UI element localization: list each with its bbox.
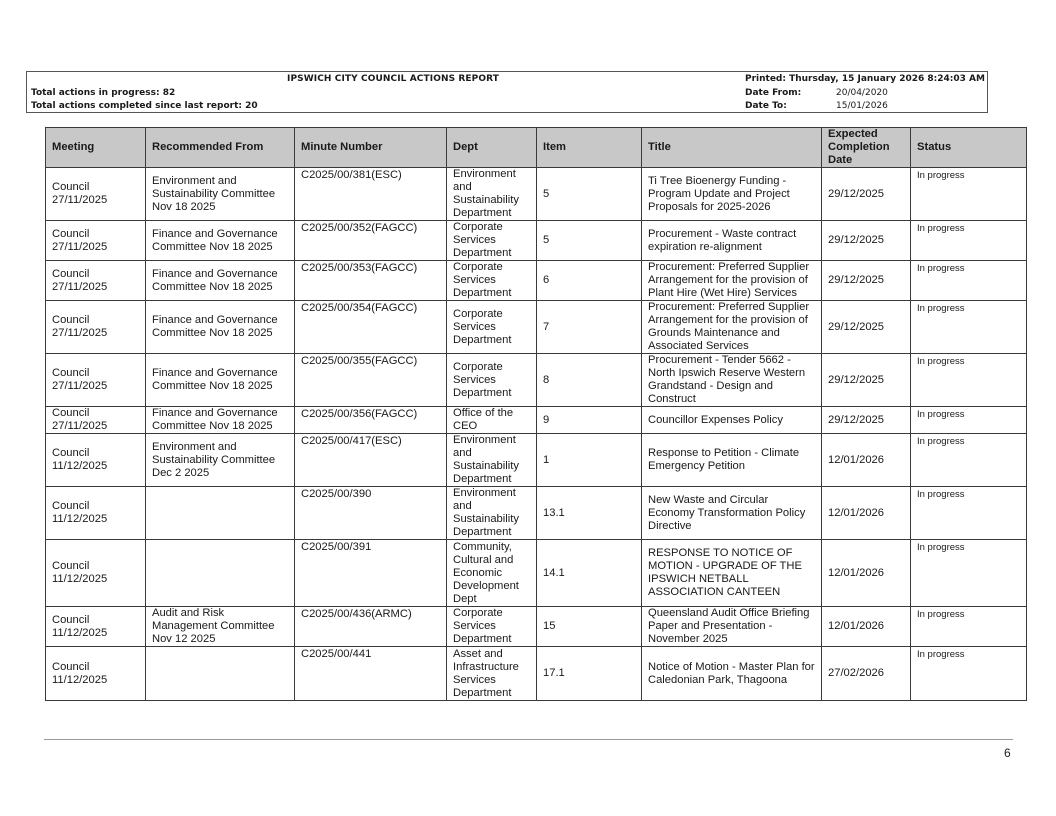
col-header-item: Item [537,128,642,168]
cell-dept: Corporate Services Department [447,261,537,301]
cell-item: 17.1 [537,647,642,701]
cell-status: In progress [911,407,1027,434]
report-header-box [26,71,988,113]
cell-minute-number: C2025/00/381(ESC) [295,168,447,221]
cell-meeting: Council 27/11/2025 [46,354,146,407]
cell-minute-number: C2025/00/354(FAGCC) [295,301,447,354]
total-in-progress: Total actions in progress: 82 [31,88,176,98]
cell-status: In progress [911,354,1027,407]
cell-expected-date: 29/12/2025 [822,407,911,434]
cell-minute-number: C2025/00/355(FAGCC) [295,354,447,407]
cell-meeting: Council 11/12/2025 [46,647,146,701]
cell-dept: Corporate Services Department [447,221,537,261]
col-header-title: Title [642,128,822,168]
cell-meeting: Council 27/11/2025 [46,301,146,354]
cell-title: New Waste and Circular Economy Transformation Policy Directive [642,487,822,540]
table-row [46,168,1027,221]
cell-title: Notice of Motion - Master Plan for Caledonian Park, Thagoona [642,647,822,701]
cell-recommended-from [146,540,295,607]
table-row [46,487,1027,540]
cell-minute-number: C2025/00/356(FAGCC) [295,407,447,434]
cell-item: 1 [537,434,642,487]
cell-recommended-from: Finance and Governance Committee Nov 18 2025 [146,407,295,434]
cell-title: Procurement: Preferred Supplier Arrangement for the provision of Plant Hire (Wet Hire) Services [642,261,822,301]
cell-dept: Asset and Infrastructure Services Department [447,647,537,701]
cell-expected-date: 12/01/2026 [822,434,911,487]
cell-title: Procurement - Tender 5662 - North Ipswich Reserve Western Grandstand - Design and Construct [642,354,822,407]
cell-dept: Corporate Services Department [447,301,537,354]
cell-item: 14.1 [537,540,642,607]
cell-status: In progress [911,221,1027,261]
cell-dept: Corporate Services Department [447,354,537,407]
cell-minute-number: C2025/00/417(ESC) [295,434,447,487]
date-from-label: Date From: [745,88,802,98]
cell-expected-date: 29/12/2025 [822,168,911,221]
table-row [46,434,1027,487]
cell-status: In progress [911,168,1027,221]
table-row [46,221,1027,261]
cell-minute-number: C2025/00/391 [295,540,447,607]
cell-item: 7 [537,301,642,354]
cell-dept: Office of the CEO [447,407,537,434]
col-header-minute-number: Minute Number [295,128,447,168]
date-to-value: 15/01/2026 [836,101,888,111]
cell-status: In progress [911,540,1027,607]
cell-minute-number: C2025/00/441 [295,647,447,701]
cell-recommended-from [146,647,295,701]
cell-meeting: Council 27/11/2025 [46,168,146,221]
cell-meeting: Council 27/11/2025 [46,221,146,261]
cell-expected-date: 27/02/2026 [822,647,911,701]
cell-title: Response to Petition - Climate Emergency Petition [642,434,822,487]
table-header-row [46,128,1027,168]
cell-item: 9 [537,407,642,434]
cell-item: 8 [537,354,642,407]
table-row [46,607,1027,647]
col-header-expected-completion-date: Expected Completion Date [822,128,911,168]
col-header-dept: Dept [447,128,537,168]
cell-expected-date: 29/12/2025 [822,354,911,407]
cell-title: RESPONSE TO NOTICE OF MOTION - UPGRADE OF THE IPSWICH NETBALL ASSOCIATION CANTEEN [642,540,822,607]
cell-minute-number: C2025/00/353(FAGCC) [295,261,447,301]
cell-item: 13.1 [537,487,642,540]
cell-dept: Environment and Sustainability Department [447,487,537,540]
cell-meeting: Council 27/11/2025 [46,407,146,434]
cell-meeting: Council 11/12/2025 [46,607,146,647]
cell-status: In progress [911,647,1027,701]
cell-title: Councillor Expenses Policy [642,407,822,434]
cell-recommended-from: Finance and Governance Committee Nov 18 2025 [146,301,295,354]
table-row [46,301,1027,354]
cell-minute-number: C2025/00/352(FAGCC) [295,221,447,261]
cell-status: In progress [911,261,1027,301]
col-header-status: Status [911,128,1027,168]
cell-expected-date: 12/01/2026 [822,607,911,647]
actions-table [45,127,1027,701]
table-row [46,261,1027,301]
cell-recommended-from: Audit and Risk Management Committee Nov 12 2025 [146,607,295,647]
cell-meeting: Council 11/12/2025 [46,487,146,540]
cell-dept: Environment and Sustainability Department [447,168,537,221]
cell-item: 15 [537,607,642,647]
cell-recommended-from: Finance and Governance Committee Nov 18 2025 [146,221,295,261]
cell-title: Procurement - Waste contract expiration re-alignment [642,221,822,261]
table-row [46,540,1027,607]
cell-status: In progress [911,487,1027,540]
cell-minute-number: C2025/00/436(ARMC) [295,607,447,647]
printed-timestamp: Printed: Thursday, 15 January 2026 8:24:03 AM [745,74,985,84]
cell-expected-date: 29/12/2025 [822,301,911,354]
table-row [46,354,1027,407]
cell-expected-date: 29/12/2025 [822,221,911,261]
cell-meeting: Council 11/12/2025 [46,540,146,607]
col-header-recommended-from: Recommended From [146,128,295,168]
table-row [46,647,1027,701]
cell-title: Queensland Audit Office Briefing Paper and Presentation - November 2025 [642,607,822,647]
cell-meeting: Council 11/12/2025 [46,434,146,487]
cell-title: Ti Tree Bioenergy Funding - Program Update and Project Proposals for 2025-2026 [642,168,822,221]
cell-recommended-from: Finance and Governance Committee Nov 18 2025 [146,261,295,301]
cell-recommended-from [146,487,295,540]
cell-status: In progress [911,607,1027,647]
total-completed: Total actions completed since last report: 20 [31,101,258,111]
report-title: IPSWICH CITY COUNCIL ACTIONS REPORT [287,74,499,84]
cell-status: In progress [911,301,1027,354]
cell-minute-number: C2025/00/390 [295,487,447,540]
cell-recommended-from: Environment and Sustainability Committee Dec 2 2025 [146,434,295,487]
cell-meeting: Council 27/11/2025 [46,261,146,301]
date-to-label: Date To: [745,101,787,111]
cell-dept: Environment and Sustainability Department [447,434,537,487]
cell-dept: Corporate Services Department [447,607,537,647]
footer-divider [44,739,1013,740]
date-from-value: 20/04/2020 [836,88,888,98]
cell-recommended-from: Environment and Sustainability Committee Nov 18 2025 [146,168,295,221]
col-header-meeting: Meeting [46,128,146,168]
cell-title: Procurement: Preferred Supplier Arrangement for the provision of Grounds Maintenance and Associated Services [642,301,822,354]
cell-recommended-from: Finance and Governance Committee Nov 18 2025 [146,354,295,407]
cell-item: 5 [537,221,642,261]
table-row [46,407,1027,434]
cell-expected-date: 29/12/2025 [822,261,911,301]
cell-expected-date: 12/01/2026 [822,540,911,607]
cell-dept: Community, Cultural and Economic Development Dept [447,540,537,607]
cell-item: 6 [537,261,642,301]
cell-item: 5 [537,168,642,221]
cell-expected-date: 12/01/2026 [822,487,911,540]
page-number: 6 [1004,746,1011,760]
cell-status: In progress [911,434,1027,487]
